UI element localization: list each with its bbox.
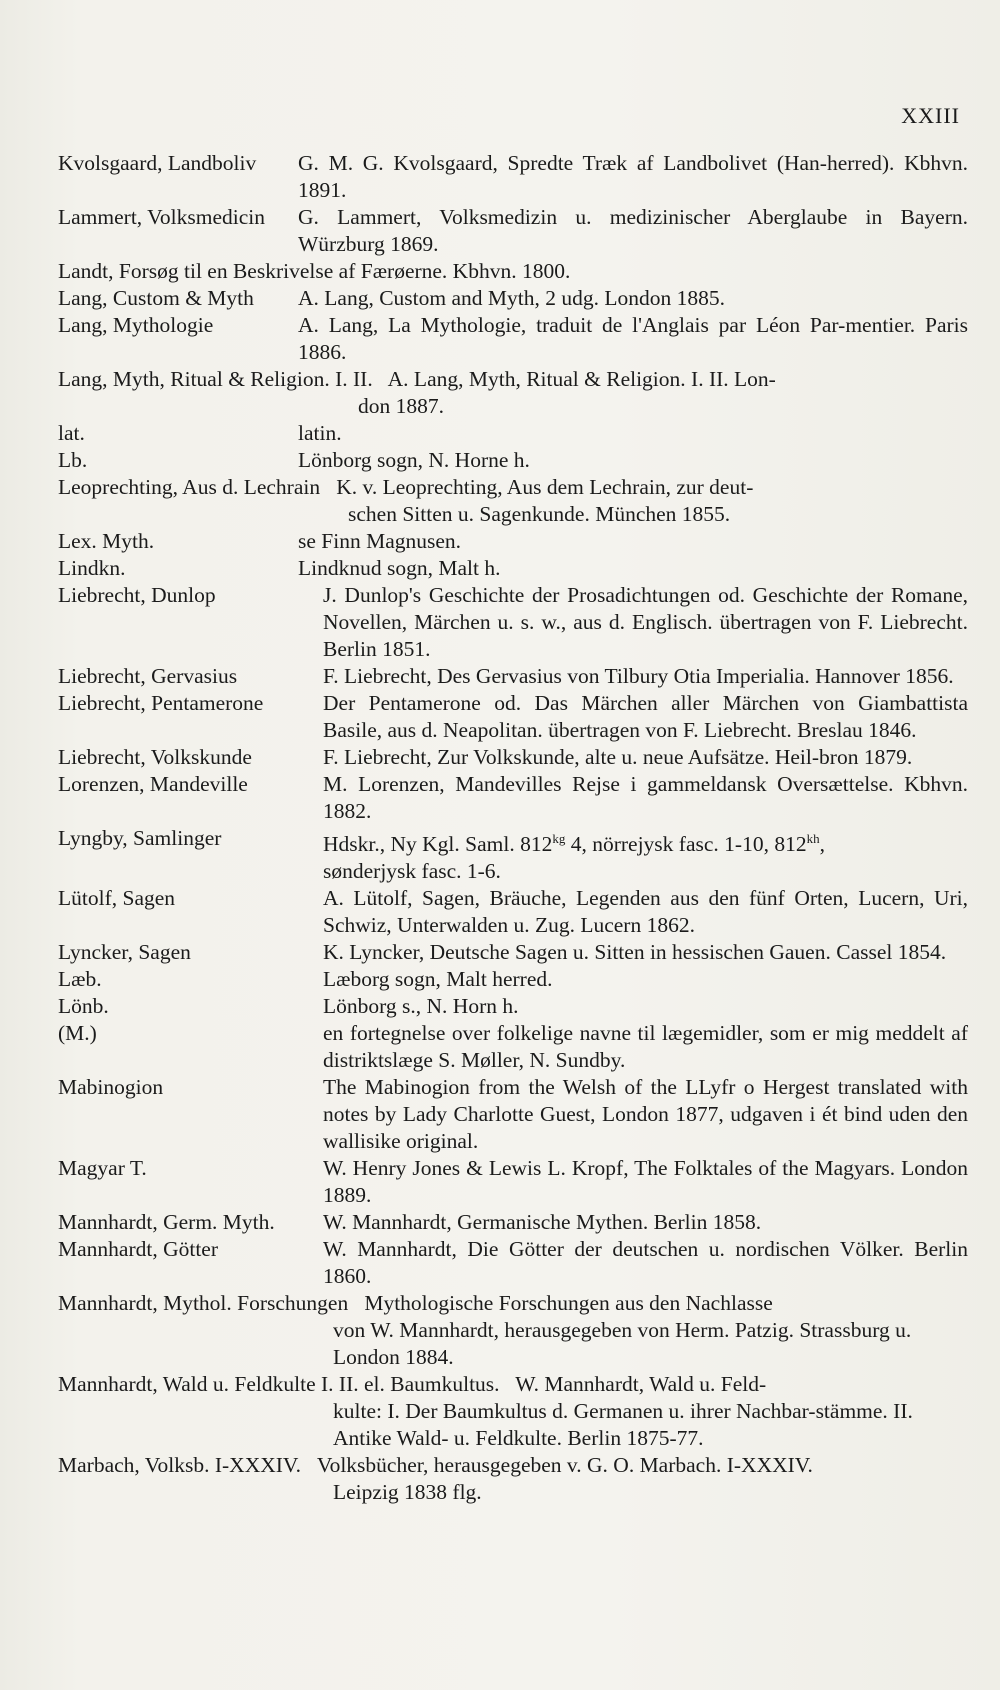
entry-continuation: sønderjysk fasc. 1-6. xyxy=(323,859,501,884)
list-item xyxy=(58,285,968,312)
page-number: XXIII xyxy=(901,103,960,128)
entry-abbreviation: Landt, Forsøg til en Beskrivelse af Færøerne. Kbhvn. 1800. xyxy=(58,259,571,283)
list-item xyxy=(58,825,968,885)
entry-definition xyxy=(323,825,968,885)
entry-abbreviation: Mannhardt, Götter xyxy=(58,1237,219,1262)
entry-definition: K. Lyncker, Deutsche Sagen u. Sitten in hessischen Gauen. Cassel 1854. xyxy=(323,940,947,965)
entry-definition: Lönborg s., N. Horn h. xyxy=(323,994,519,1019)
entry-definition: Der Pentamerone od. Das Märchen aller Märchen von Giambattista Basile, aus d. Neapolitan. übertragen von F. Liebrecht. Breslau 1846. xyxy=(323,691,968,742)
entry-abbreviation: Lütolf, Sagen xyxy=(58,886,176,911)
list-item xyxy=(58,1290,968,1371)
entry-abbreviation: Liebrecht, Gervasius xyxy=(58,664,238,688)
entry-definition: K. v. Leoprechting, Aus dem Lechrain, zur deut- xyxy=(336,475,754,499)
entry-definition: Læborg sogn, Malt herred. xyxy=(323,967,553,992)
list-item xyxy=(58,966,968,993)
entry-text-part: 4, nörrejysk fasc. 1-10, 812 xyxy=(565,832,807,857)
list-item xyxy=(58,993,968,1020)
entry-definition: F. Liebrecht, Zur Volkskunde, alte u. neue Aufsätze. Heil-bron 1879. xyxy=(323,745,913,769)
entry-abbreviation: Lang, Custom & Myth xyxy=(58,286,254,310)
entry-abbreviation: Lorenzen, Mandeville xyxy=(58,772,248,796)
entry-abbreviation: Lindkn. xyxy=(58,556,126,580)
entry-abbreviation: Mannhardt, Germ. Myth. xyxy=(58,1210,275,1235)
entry-abbreviation: Mannhardt, Wald u. Feldkulte I. II. el. Baumkultus. xyxy=(58,1372,511,1397)
entry-definition: Lönborg sogn, N. Horne h. xyxy=(298,448,530,472)
entry-definition: Lindknud sogn, Malt h. xyxy=(298,556,501,580)
entry-abbreviation: Lang, Mythologie xyxy=(58,313,214,337)
list-item xyxy=(58,1452,968,1506)
entry-abbreviation: Liebrecht, Pentamerone xyxy=(58,691,264,715)
entry-abbreviation: Lönb. xyxy=(58,994,109,1019)
entry-definition: A. Lütolf, Sagen, Bräuche, Legenden aus den fünf Orten, Lucern, Uri, Schwiz, Unterwalden u. Zug. Lucern 1862. xyxy=(323,886,968,938)
list-item xyxy=(58,366,968,420)
entry-definition: G. M. G. Kvolsgaard, Spredte Træk af Landbolivet (Han-herred). Kbhvn. 1891. xyxy=(298,151,968,202)
entry-abbreviation: Lang, Myth, Ritual & Religion. I. II. xyxy=(58,367,384,391)
entry-continuation: Leipzig 1838 flg. xyxy=(333,1480,482,1505)
list-item xyxy=(58,447,968,474)
list-item xyxy=(58,258,968,285)
entry-continuation: don 1887. xyxy=(358,394,444,418)
list-item xyxy=(58,204,968,258)
entry-definition: en fortegnelse over folkelige navne til lægemidler, som er mig meddelt af distriktslæge S. Møller, N. Sundby. xyxy=(323,1021,968,1073)
list-item xyxy=(58,1209,968,1236)
bibliography-list xyxy=(58,150,968,1506)
entry-abbreviation: Kvolsgaard, Landboliv xyxy=(58,151,257,175)
entry-abbreviation: Lammert, Volksmedicin xyxy=(58,205,266,229)
list-item xyxy=(58,528,968,555)
entry-abbreviation: Magyar T. xyxy=(58,1156,147,1181)
entry-definition: The Mabinogion from the Welsh of the LLyfr o Hergest translated with notes by Lady Charlotte Guest, London 1877, udgaven i ét bind uden den wallisike original. xyxy=(323,1075,968,1154)
superscript: kh xyxy=(806,831,820,846)
entry-definition: Mythologische Forschungen aus den Nachlasse xyxy=(364,1291,773,1316)
entry-abbreviation: lat. xyxy=(58,421,85,445)
entry-definition: M. Lorenzen, Mandevilles Rejse i gammeldansk Oversættelse. Kbhvn. 1882. xyxy=(323,772,968,823)
superscript: kg xyxy=(552,831,566,846)
list-item xyxy=(58,1371,968,1452)
list-item xyxy=(58,1155,968,1209)
list-item xyxy=(58,939,968,966)
entry-definition: W. Mannhardt, Die Götter der deutschen u. nordischen Völker. Berlin 1860. xyxy=(323,1237,968,1289)
list-item xyxy=(58,150,968,204)
list-item xyxy=(58,420,968,447)
entry-text-part: Hdskr., Ny Kgl. Saml. 812 xyxy=(323,832,553,857)
entry-abbreviation: Lyncker, Sagen xyxy=(58,940,191,965)
entry-definition: A. Lang, Custom and Myth, 2 udg. London 1885. xyxy=(298,286,725,310)
entry-abbreviation: Leoprechting, Aus d. Lechrain xyxy=(58,475,331,499)
list-item xyxy=(58,744,968,771)
entry-definition: A. Lang, Myth, Ritual & Religion. I. II. Lon- xyxy=(387,367,776,391)
entry-abbreviation: Marbach, Volksb. I-XXXIV. xyxy=(58,1453,312,1478)
entry-definition: G. Lammert, Volksmedizin u. medizinischer Aberglaube in Bayern. Würzburg 1869. xyxy=(298,205,968,256)
list-item xyxy=(58,690,968,744)
entry-abbreviation: Lex. Myth. xyxy=(58,529,155,553)
entry-abbreviation: Læb. xyxy=(58,967,102,992)
list-item xyxy=(58,663,968,690)
list-item xyxy=(58,1236,968,1290)
entry-abbreviation: Lb. xyxy=(58,448,88,472)
list-item xyxy=(58,1020,968,1074)
entry-abbreviation: Mannhardt, Mythol. Forschungen xyxy=(58,1291,359,1316)
entry-definition: Volksbücher, herausgegeben v. G. O. Marbach. I-XXXIV. xyxy=(316,1453,813,1478)
list-item xyxy=(58,771,968,825)
entry-definition: W. Mannhardt, Germanische Mythen. Berlin 1858. xyxy=(323,1210,762,1235)
list-item xyxy=(58,555,968,582)
entry-abbreviation: Liebrecht, Volkskunde xyxy=(58,745,252,769)
entry-text-part: , xyxy=(819,832,825,857)
entry-definition: J. Dunlop's Geschichte der Prosadichtungen od. Geschichte der Romane, Novellen, Märchen u. s. w., aus d. Englisch. übertragen von F. Liebrecht. Berlin 1851. xyxy=(323,583,968,661)
entry-continuation: von W. Mannhardt, herausgegeben von Herm. Patzig. Strassburg u. London 1884. xyxy=(333,1318,912,1370)
list-item xyxy=(58,885,968,939)
entry-continuation: kulte: I. Der Baumkultus d. Germanen u. ihrer Nachbar-stämme. II. Antike Wald- u. Feldkulte. Berlin 1875-77. xyxy=(333,1399,913,1451)
entry-abbreviation: Mabinogion xyxy=(58,1075,164,1100)
list-item xyxy=(58,312,968,366)
entry-definition: F. Liebrecht, Des Gervasius von Tilbury Otia Imperialia. Hannover 1856. xyxy=(323,664,954,688)
entry-continuation: schen Sitten u. Sagenkunde. München 1855. xyxy=(348,502,731,526)
list-item xyxy=(58,582,968,663)
entry-definition: W. Mannhardt, Wald u. Feld- xyxy=(515,1372,767,1397)
entry-abbreviation: (M.) xyxy=(58,1021,97,1046)
list-item xyxy=(58,1074,968,1155)
entry-definition: latin. xyxy=(298,421,342,445)
entry-abbreviation: Liebrecht, Dunlop xyxy=(58,583,216,607)
entry-definition: se Finn Magnusen. xyxy=(298,529,462,553)
entry-definition: A. Lang, La Mythologie, traduit de l'Anglais par Léon Par-mentier. Paris 1886. xyxy=(298,313,968,364)
list-item xyxy=(58,474,968,528)
entry-abbreviation: Lyngby, Samlinger xyxy=(58,826,222,850)
entry-definition: W. Henry Jones & Lewis L. Kropf, The Folktales of the Magyars. London 1889. xyxy=(323,1156,968,1208)
